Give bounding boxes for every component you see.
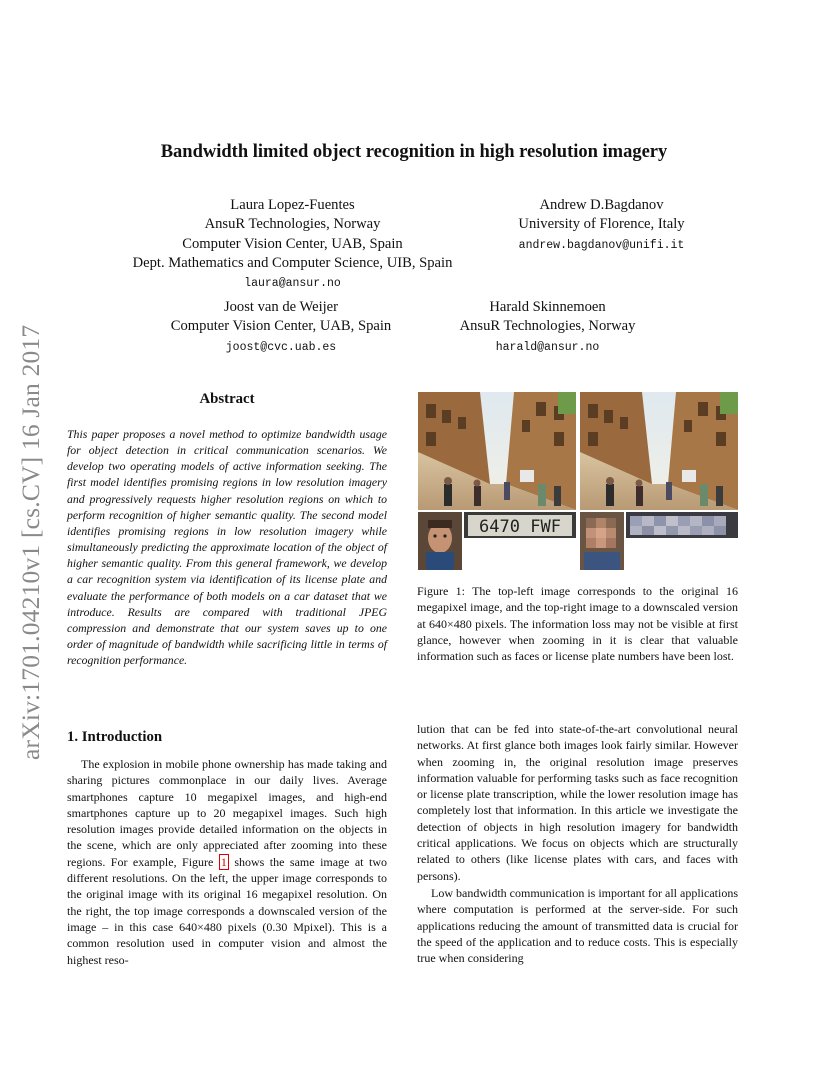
author-affiliation: Dept. Mathematics and Computer Science, UIB, Spain — [132, 254, 453, 271]
intro-text-part: The explosion in mobile phone ownership has made taking and sharing pictures commonplace in our daily lives. Average smartphones capture 10 megapixel images, and high-end smartphones capture up to 20 megapixel images. Such high resolution images provide detailed information on the objects in the scene, which are only appreciated after zooming into these regions. For example, Figure — [67, 757, 387, 869]
plate-text: 6470 FWF — [479, 517, 561, 537]
intro-paragraph-2: lution that can be fed into state-of-the-art convolutional neural networks. At first glance both images look fairly similar. However when zooming in, the original resolution image preserves information valuable for performing tasks such as face recognition or license plate transcription, while the lower resolution image has completely lost that information. In this article we investigate the detection of objects in high resolution imagery for bandwidth critical applications. We focus on objects which are structurally related to others (like license plates with cars, and faces with persons). — [417, 722, 738, 883]
figure-1-caption: Figure 1: The top-left image corresponds to the original 16 megapixel image, and the top-right image to a downscaled version at 640×480 pixels. The information loss may not be visible at first glance, however when zooming in it is clear that valuable information such as faces or license plate numbers have been lost. — [417, 584, 738, 664]
author-affiliation: AnsuR Technologies, Norway — [204, 216, 381, 233]
author-affiliation: University of Florence, Italy — [518, 216, 685, 233]
plate-crop-original — [464, 512, 576, 538]
paper-title: Bandwidth limited object recognition in high resolution imagery — [160, 142, 668, 162]
intro-text-part: shows the same image at two different resolutions. On the left, the upper image corresponds to the original image with its original 16 megapixel resolution. On the right, the top image corresponds a downscaled version of the image – in this case 640×480 pixels (0.30 Mpixel). This is a common resolution used in computer vision and almost the highest reso- — [67, 854, 387, 967]
author-block-2 — [495, 196, 708, 255]
intro-paragraph-3: Low bandwidth communication is important for all applications where computation is performed at the server-side. For such applications reducing the amount of transmitted data is crucial for the speed of the application and to reduce costs. This is especially true when considering — [417, 886, 738, 966]
author-email: joost@cvc.uab.es — [225, 340, 337, 354]
section-heading-introduction: 1. Introduction — [67, 729, 163, 745]
author-email: laura@ansur.no — [244, 277, 341, 291]
arxiv-side-stamp: arXiv:1701.04210v1 [cs.CV] 16 Jan 2017 — [16, 324, 45, 760]
figure-reference-link[interactable]: 1 — [220, 854, 227, 869]
street-scene-downscaled — [580, 392, 738, 510]
author-affiliation: Computer Vision Center, UAB, Spain — [170, 318, 392, 335]
author-name: Andrew D.Bagdanov — [539, 197, 664, 213]
face-crop-downscaled — [580, 512, 624, 570]
face-crop-original — [418, 512, 462, 570]
author-name: Laura Lopez-Fuentes — [230, 197, 355, 213]
street-scene-original — [418, 392, 576, 510]
author-name: Joost van de Weijer — [223, 299, 339, 315]
author-block-3 — [152, 298, 410, 357]
intro-paragraph-1 — [67, 756, 387, 968]
author-email: harald@ansur.no — [495, 340, 600, 354]
abstract-heading: Abstract — [199, 391, 255, 407]
author-block-4 — [440, 298, 655, 357]
plate-crop-downscaled — [626, 512, 738, 538]
figure-1-image — [418, 392, 738, 570]
author-block-1 — [110, 196, 475, 293]
abstract-text: This paper proposes a novel method to optimize bandwidth usage for object detection in critical communication scenarios. We develop two operating models of active information seeking. The first model identifies promising regions in low resolution imagery and progressively requests higher resolution regions on which to perform recognition of higher semantic quality. The second model identifies promising regions in low resolution imagery while simultaneously predicting the approximate location of the object of higher semantic quality. From this general framework, we develop a car recognition system via identification of its license plate and evaluate the performance of both models on a car dataset that we introduce. Results are compared with traditional JPEG compression and demonstrate that our system saves up to one order of magnitude of bandwidth while sacrificing little in terms of recognition performance. — [67, 427, 387, 668]
author-affiliation: AnsuR Technologies, Norway — [459, 318, 636, 335]
author-email: andrew.bagdanov@unifi.it — [518, 238, 685, 252]
author-affiliation: Computer Vision Center, UAB, Spain — [182, 235, 403, 252]
author-name: Harald Skinnemoen — [489, 299, 606, 315]
